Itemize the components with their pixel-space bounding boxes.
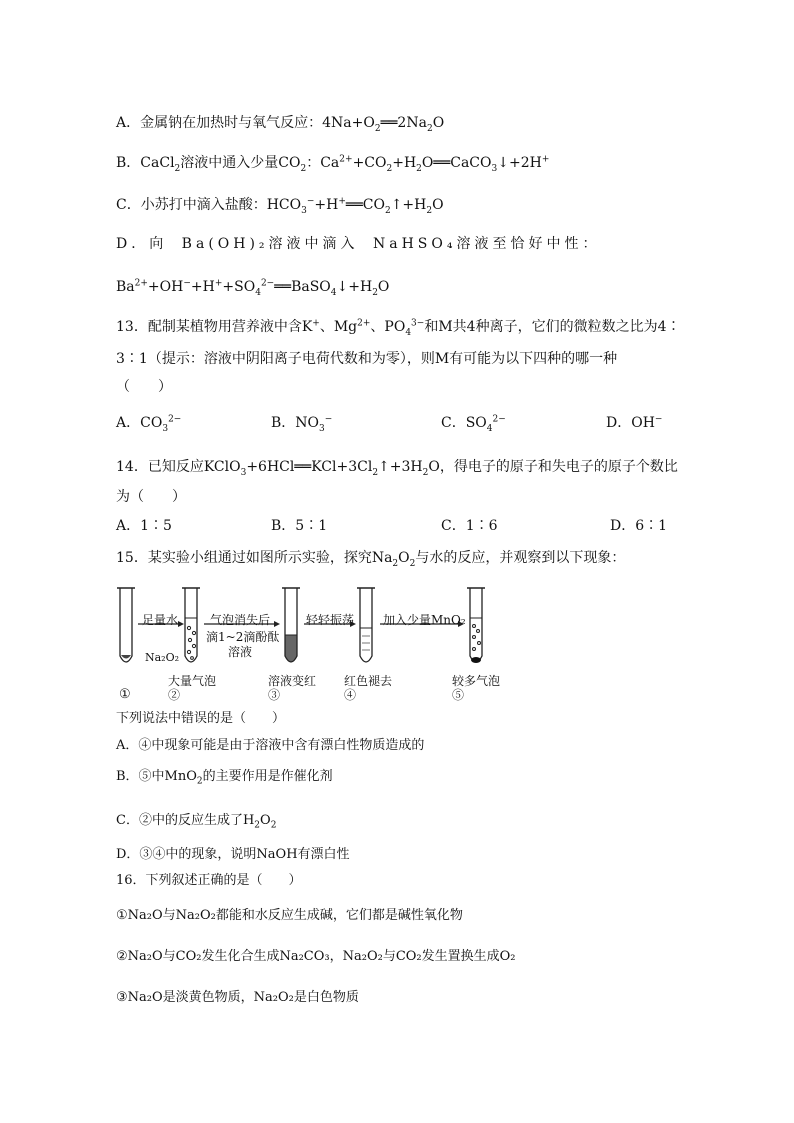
q13-stem-line1: 13．配制某植物用营养液中含K+、$Mg^{2+}$、$PO_4^{3-}$和M共4种离子，它们的微粒数之比为4∶ bbox=[116, 318, 681, 338]
q12-option-b: B．CaCl$_2$溶液中通入少量$CO_2$：$Ca^{2+}+CO_2+H_2O══CaCO_3↓+2H^+$ bbox=[116, 154, 550, 174]
test-tube-2 bbox=[182, 588, 200, 662]
q14-stem-line1: 14．已知反应$KClO_3+6HCl══KCl+3Cl_2↑+3H_2O$，得电子的原子和失电子的原子个数比 bbox=[116, 459, 678, 478]
arrow-1-label: 足量水 bbox=[142, 613, 179, 627]
test-tube-5 bbox=[467, 588, 485, 663]
q15-option-b: B．⑤中MnO$_2$的主要作用是作催化剂 bbox=[116, 769, 333, 787]
test-tube-4 bbox=[357, 588, 375, 662]
q14-option-a: A．1∶5 bbox=[116, 518, 172, 534]
q14-option-b: B．5∶1 bbox=[271, 518, 328, 534]
q12-option-d-line2: $Ba^{2+}+OH^-+H^++SO_4^{2-}══BaSO_4↓+H_2O$ bbox=[116, 278, 390, 298]
q15-option-d: D．③④中的现象，说明NaOH有漂白性 bbox=[116, 847, 350, 862]
test-tube-1 bbox=[117, 588, 135, 662]
q12-option-c: C．小苏打中滴入盐酸：$HCO_3^-+H^+══CO_2↑+H_2O$ bbox=[116, 196, 444, 216]
tube-4-label: 红色褪去④ bbox=[344, 674, 393, 702]
arrow-2-label-c: 溶液 bbox=[228, 645, 253, 659]
reagent-label: Na₂O₂ bbox=[145, 651, 180, 664]
q13-option-d: D．OH− bbox=[606, 414, 663, 431]
test-tube-3 bbox=[282, 588, 300, 662]
q15-option-a: A．④中现象可能是由于溶液中含有漂白性物质造成的 bbox=[116, 738, 425, 753]
q16-item-1: ①Na₂O与Na₂O₂都能和水反应生成碱，它们都是碱性氧化物 bbox=[116, 908, 463, 923]
q15-option-c: C．②中的反应生成了$H_2O_2$ bbox=[116, 813, 277, 831]
q12-option-d-line1: D．向 Ba(OH)₂溶液中滴入 NaHSO₄溶液至恰好中性： bbox=[116, 236, 601, 252]
q14-stem-line2: 为（ ） bbox=[116, 489, 186, 505]
arrow-2-label-a: 气泡消失后 bbox=[210, 613, 271, 627]
q15-stem: 15．某实验小组通过如图所示实验，探究$Na_2O_2$与水的反应，并观察到以下现象： bbox=[116, 550, 626, 569]
arrow-4-label: 加入少量MnO₂ bbox=[383, 613, 466, 627]
q16-stem: 16．下列叙述正确的是（ ） bbox=[116, 873, 302, 888]
arrow-2-label-b: 滴1~2滴酚酞 bbox=[206, 630, 280, 644]
q14-option-c: C．1∶6 bbox=[441, 518, 498, 534]
q12-option-a: A．金属钠在加热时与氧气反应：$4Na+O_2══2Na_2O$ bbox=[116, 115, 445, 134]
tube-3-label: 溶液变红③ bbox=[268, 674, 317, 702]
tube-5-label: 较多气泡⑤ bbox=[452, 674, 501, 702]
tube-2-label: 大量气泡② bbox=[168, 674, 217, 702]
q13-stem-line3: （ ） bbox=[116, 379, 172, 395]
q14-option-d: D．6∶1 bbox=[610, 518, 668, 534]
arrow-3-label: 轻轻振荡 bbox=[306, 613, 355, 627]
q15-question: 下列说法中错误的是（ ） bbox=[116, 711, 286, 726]
q13-stem-line2: 3∶1（提示：溶液中阴阳离子电荷代数和为零），则M有可能为以下四种的哪一种 bbox=[116, 351, 618, 367]
q13-option-c: C．$SO_4^{2-}$ bbox=[441, 414, 506, 434]
q16-item-3: ③Na₂O是淡黄色物质，Na₂O₂是白色物质 bbox=[116, 990, 359, 1005]
q13-option-a: A．$CO_3^{2-}$ bbox=[116, 414, 182, 434]
q13-option-b: B．$NO_3^-$ bbox=[271, 414, 333, 434]
tube-1-label: ① bbox=[119, 687, 131, 702]
q16-item-2: ②Na₂O与CO₂发生化合生成Na₂CO₃，Na₂O₂与CO₂发生置换生成O₂ bbox=[116, 949, 516, 964]
